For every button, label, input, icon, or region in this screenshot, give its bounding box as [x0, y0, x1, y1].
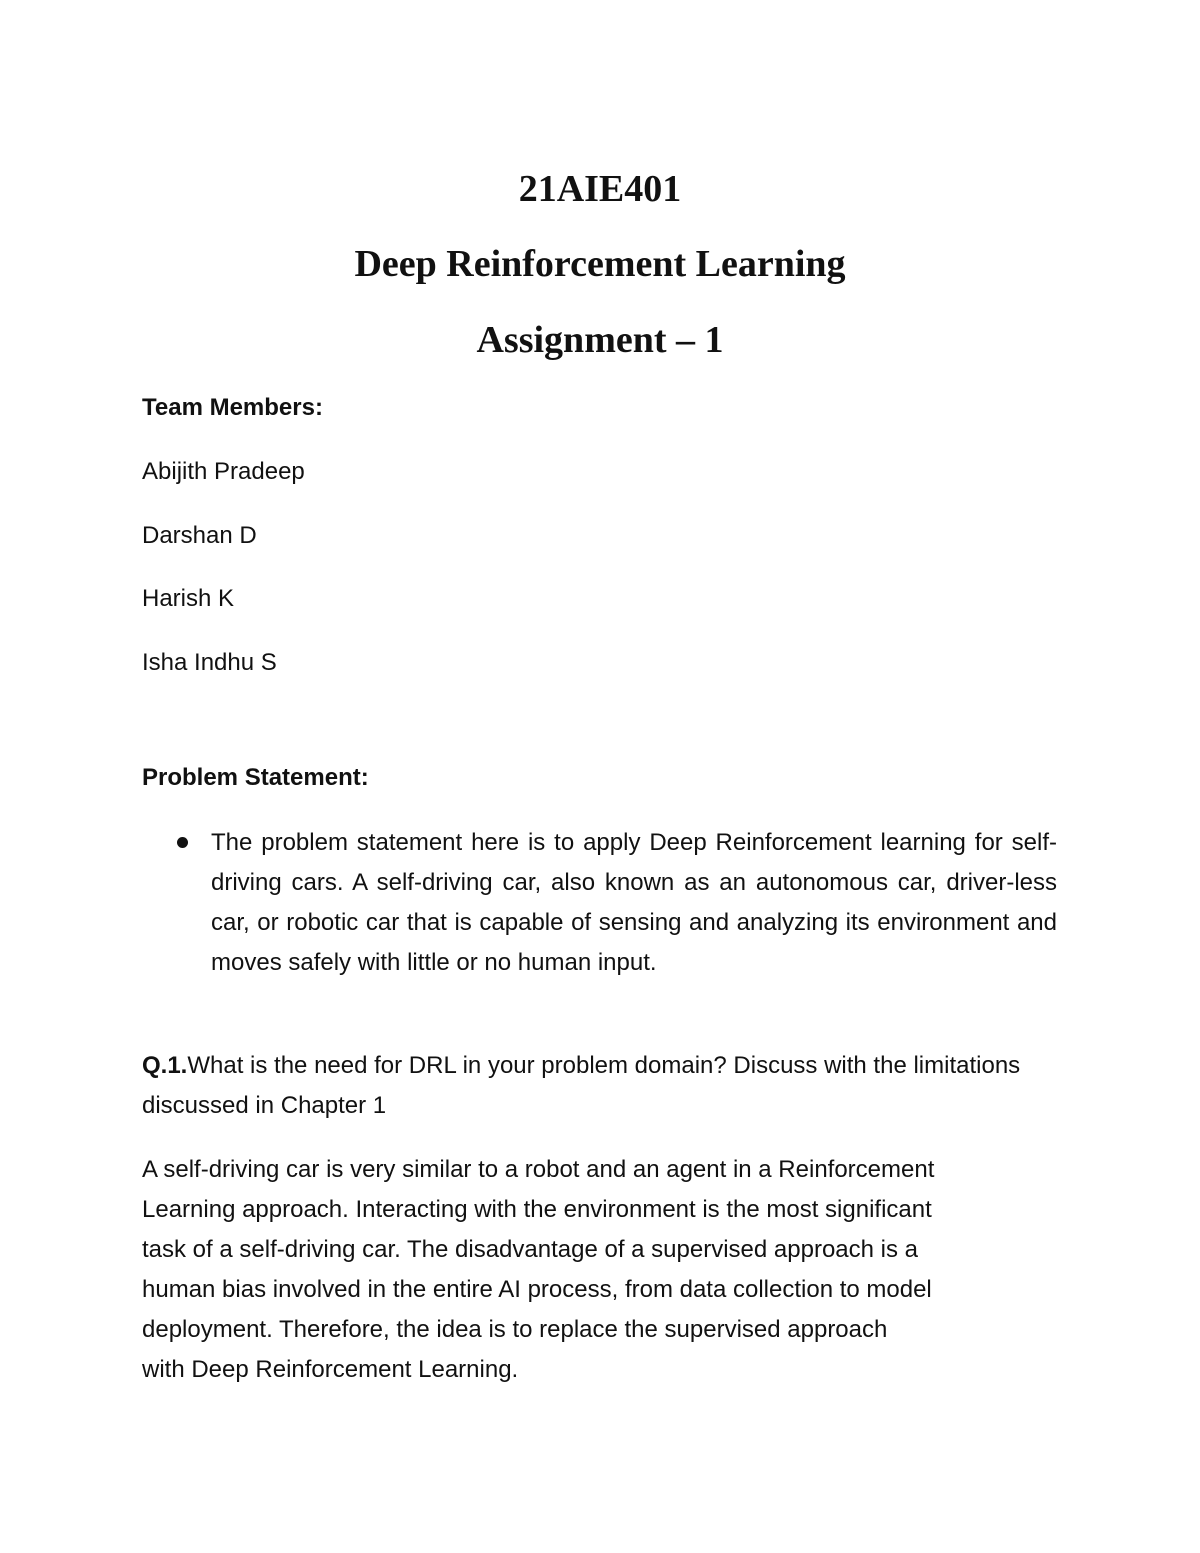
question-1-label: Q.1. [142, 1052, 188, 1079]
answer-line: Learning approach. Interacting with the environment is the most significant [142, 1196, 932, 1223]
problem-statement-heading: Problem Statement: [142, 764, 369, 791]
answer-line: A self-driving car is very similar to a robot and an agent in a Reinforcement [142, 1156, 935, 1183]
answer-line: human bias involved in the entire AI process, from data collection to model [142, 1276, 932, 1303]
assignment-title: Assignment – 1 [476, 319, 724, 361]
problem-statement-bullet: The problem statement here is to apply Deep Reinforcement learning for self-driving cars. A self-driving car, also known as an autonomous car, driver-less car, or robotic car that is capable of sensing and analyzing its environment and moves safely with little or no human input. [211, 829, 1057, 976]
answer-line: with Deep Reinforcement Learning. [142, 1356, 519, 1383]
course-code-title: 21AIE401 [518, 168, 682, 210]
course-name-title: Deep Reinforcement Learning [354, 243, 846, 285]
question-1 [142, 1046, 1042, 1126]
team-member: Abijith Pradeep [142, 458, 305, 485]
team-members-heading: Team Members: [142, 394, 323, 421]
team-member: Harish K [142, 585, 235, 612]
team-member: Darshan D [142, 522, 257, 549]
bullet-icon [177, 837, 188, 848]
question-1-text: What is the need for DRL in your problem domain? Discuss with the limitations discussed in Chapter 1 [142, 1052, 1021, 1119]
answer-line: task of a self-driving car. The disadvantage of a supervised approach is a [142, 1236, 919, 1263]
answer-1 [142, 1150, 1062, 1390]
team-member: Isha Indhu S [142, 649, 277, 676]
answer-line: deployment. Therefore, the idea is to replace the supervised approach [142, 1316, 888, 1343]
